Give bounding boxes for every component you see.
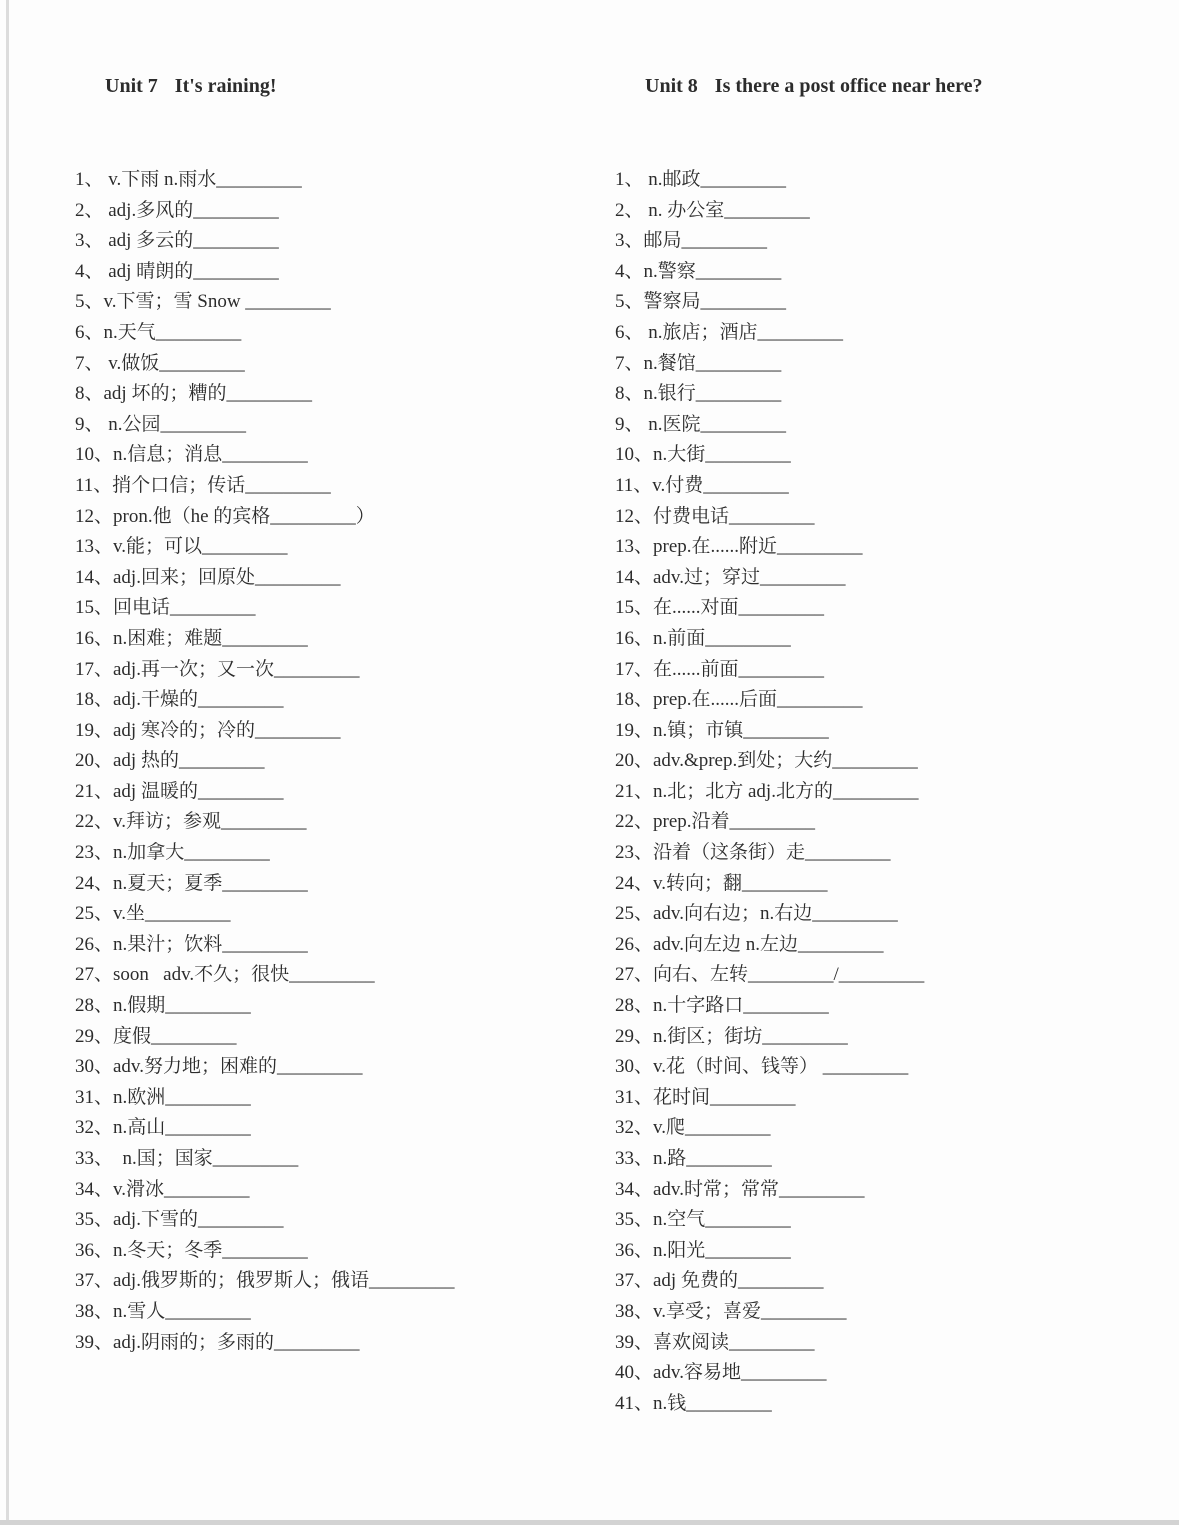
vocab-item: 31、n.欧洲_________ [75,1086,251,1108]
vocab-item: 38、n.雪人_________ [75,1300,251,1322]
vocab-item: 25、adv.向右边；n.右边_________ [615,903,898,925]
unit7-column [75,52,575,1358]
vocab-item: 37、adj.俄罗斯的；俄罗斯人；俄语_________ [75,1270,455,1292]
vocab-item: 29、度假_________ [75,1025,237,1047]
vocab-item: 3、邮局_________ [615,230,768,252]
vocab-item: 36、n.冬天；冬季_________ [75,1239,308,1261]
vocab-item: 32、n.高山_________ [75,1117,251,1139]
vocab-item: 9、 n.医院_________ [615,413,787,435]
vocab-item: 19、adj 寒冷的；冷的_________ [75,719,341,741]
vocab-item: 7、n.餐馆_________ [615,352,782,374]
vocab-item: 22、v.拜访；参观_________ [75,811,307,833]
vocab-item: 21、adj 温暖的_________ [75,780,284,802]
unit8-title [615,52,1160,121]
vocab-item: 7、 v.做饭_________ [75,352,245,374]
vocab-item: 12、pron.他（he 的宾格_________） [75,505,375,527]
vocab-item: 31、花时间_________ [615,1086,796,1108]
vocab-item: 35、adj.下雪的_________ [75,1209,284,1231]
vocab-item: 32、v.爬_________ [615,1117,771,1139]
vocab-item: 18、adj.干燥的_________ [75,689,284,711]
vocab-item: 27、向右、左转_________/_________ [615,964,925,986]
vocab-item: 39、喜欢阅读_________ [615,1331,815,1353]
vocab-item: 40、adv.容易地_________ [615,1362,827,1384]
vocab-item: 27、soon adv.不久；很快_________ [75,964,375,986]
vocab-item: 10、n.大街_________ [615,444,791,466]
vocab-item: 34、adv.时常；常常_________ [615,1178,865,1200]
vocab-item: 8、n.银行_________ [615,383,782,405]
vocab-item: 38、v.享受；喜爱_________ [615,1300,847,1322]
unit7-title [75,52,575,121]
unit7-label: Unit 7 [105,75,158,97]
unit7-name: It's raining! [174,75,277,97]
vocab-item: 13、prep.在......附近_________ [615,536,863,558]
vocab-item: 35、n.空气_________ [615,1209,791,1231]
vocab-item: 6、 n.旅店；酒店_________ [615,321,844,343]
vocab-item: 2、 adj.多风的_________ [75,199,279,221]
vocab-item: 15、在......对面_________ [615,597,825,619]
vocab-item: 12、付费电话_________ [615,505,815,527]
vocab-item: 11、v.付费_________ [615,474,789,496]
vocab-item: 37、adj 免费的_________ [615,1270,824,1292]
vocab-item: 9、 n.公园_________ [75,413,247,435]
scan-edge-bottom [0,1520,1179,1525]
vocab-item: 5、v.下雪；雪 Snow _________ [75,291,331,313]
vocab-item: 22、prep.沿着_________ [615,811,816,833]
vocab-item: 15、回电话_________ [75,597,256,619]
vocab-item: 14、adv.过；穿过_________ [615,566,846,588]
vocab-item: 34、v.滑冰_________ [75,1178,250,1200]
vocab-item: 5、警察局_________ [615,291,787,313]
vocab-item: 4、 adj 晴朗的_________ [75,260,279,282]
unit8-vocab-list [615,165,1160,1419]
vocab-item: 11、捎个口信；传话_________ [75,474,331,496]
vocab-item: 41、n.钱_________ [615,1392,772,1414]
vocab-item: 30、adv.努力地；困难的_________ [75,1056,363,1078]
vocab-item: 28、n.十字路口_________ [615,995,829,1017]
vocab-item: 36、n.阳光_________ [615,1239,791,1261]
vocab-item: 1、 v.下雨 n.雨水_________ [75,169,302,190]
unit8-label: Unit 8 [645,75,698,97]
vocab-item: 26、n.果汁；饮料_________ [75,933,308,955]
vocab-item: 29、n.街区；街坊_________ [615,1025,848,1047]
unit7-vocab-list [75,165,575,1358]
vocab-item: 18、prep.在......后面_________ [615,689,863,711]
vocab-item: 20、adj 热的_________ [75,750,265,772]
vocab-item: 24、n.夏天；夏季_________ [75,872,308,894]
vocab-item: 25、v.坐_________ [75,903,231,925]
scan-edge-left [6,0,9,1525]
vocab-item: 10、n.信息；消息_________ [75,444,308,466]
vocab-item: 14、adj.回来；回原处_________ [75,566,341,588]
vocab-item: 17、在......前面_________ [615,658,825,680]
vocab-item: 30、v.花（时间、钱等） _________ [615,1056,909,1078]
vocab-item: 3、 adj 多云的_________ [75,230,279,252]
vocab-item: 4、n.警察_________ [615,260,782,282]
vocab-item: 23、n.加拿大_________ [75,842,270,864]
vocab-item: 21、n.北；北方 adj.北方的_________ [615,780,919,802]
vocab-item: 33、n.路_________ [615,1148,772,1169]
vocab-item: 26、adv.向左边 n.左边_________ [615,933,884,955]
vocab-item: 13、v.能；可以_________ [75,536,288,558]
unit8-name: Is there a post office near here? [714,75,983,97]
vocab-item: 2、 n. 办公室_________ [615,199,810,221]
vocab-item: 16、n.困难；难题_________ [75,627,308,649]
vocab-item: 19、n.镇；市镇_________ [615,719,829,741]
vocab-item: 23、沿着（这条街）走_________ [615,842,891,864]
vocab-item: 28、n.假期_________ [75,995,251,1017]
vocab-item: 33、 n.国；国家_________ [75,1148,299,1169]
vocab-item: 8、adj 坏的；糟的_________ [75,383,312,405]
vocab-item: 24、v.转向；翻_________ [615,872,828,894]
vocab-item: 39、adj.阴雨的；多雨的_________ [75,1331,360,1353]
vocab-item: 17、adj.再一次；又一次_________ [75,658,360,680]
vocab-item: 6、n.天气_________ [75,321,242,343]
vocab-item: 1、 n.邮政_________ [615,169,787,190]
vocab-item: 16、n.前面_________ [615,627,791,649]
vocab-item: 20、adv.&prep.到处；大约_________ [615,750,918,772]
unit8-column [615,52,1160,1419]
